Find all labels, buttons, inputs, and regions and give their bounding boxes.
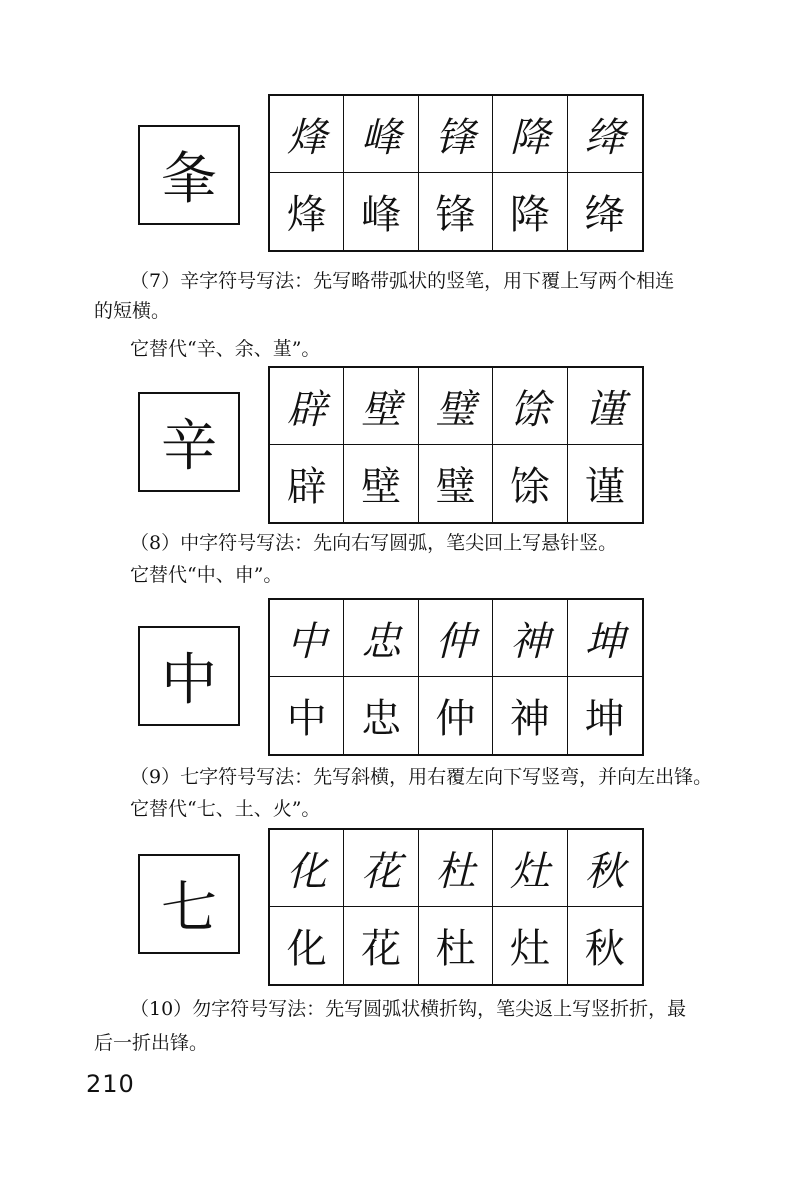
symbol-glyph: 夆 — [161, 147, 217, 212]
grid-cell: 忠 — [344, 677, 418, 754]
grid-cell: 锋 — [419, 96, 493, 173]
grid-cell: 谨 — [568, 368, 642, 445]
paragraph-9-line-1: （9）七字符号写法：先写斜横，用右覆左向下写竖弯，并向左出锋。 — [130, 766, 713, 788]
paragraph-9-line-2: 它替代“七、土、火”。 — [130, 798, 321, 820]
grid-cell: 灶 — [493, 907, 567, 984]
example-grid-4 — [268, 828, 644, 986]
grid-cell: 神 — [493, 677, 567, 754]
paragraph-8-line-1: （8）中字符号写法：先向右写圆弧，笔尖回上写悬针竖。 — [130, 532, 618, 554]
paragraph-7-line-3: 它替代“辛、余、堇”。 — [130, 338, 321, 360]
symbol-box-1 — [138, 125, 240, 225]
grid-cell: 馀 — [493, 368, 567, 445]
grid-cell: 神 — [493, 600, 567, 677]
grid-cell: 峰 — [344, 96, 418, 173]
grid-cell: 化 — [270, 830, 344, 907]
grid-cell: 坤 — [568, 600, 642, 677]
grid-cell: 峰 — [344, 173, 418, 250]
grid-cell: 坤 — [584, 696, 625, 742]
symbol-box-3 — [138, 626, 240, 726]
page-number: 210 — [86, 1070, 135, 1098]
grid-cell: 秋 — [568, 830, 642, 907]
grid-cell: 壁 — [344, 368, 418, 445]
symbol-glyph: 辛 — [161, 414, 217, 479]
grid-cell: 化 — [270, 907, 344, 984]
grid-cell: 璧 — [419, 445, 493, 522]
symbol-box-2 — [138, 392, 240, 492]
grid-cell: 杜 — [419, 830, 493, 907]
grid-cell: 馀 — [493, 445, 567, 522]
grid-cell: 谨 — [584, 464, 625, 510]
example-grid-1 — [268, 94, 644, 252]
grid-cell: 花 — [344, 830, 418, 907]
symbol-box-4 — [138, 854, 240, 954]
grid-cell: 辟 — [270, 445, 344, 522]
grid-cell: 烽 — [270, 96, 344, 173]
example-grid-2 — [268, 366, 644, 524]
grid-cell: 辟 — [270, 368, 344, 445]
grid-cell: 仲 — [419, 600, 493, 677]
grid-cell: 壁 — [344, 445, 418, 522]
grid-cell: 璧 — [419, 368, 493, 445]
grid-cell: 中 — [270, 600, 344, 677]
example-grid-3 — [268, 598, 644, 756]
grid-cell: 绛 — [584, 192, 625, 238]
grid-cell: 秋 — [584, 926, 625, 972]
grid-cell: 降 — [493, 96, 567, 173]
grid-cell: 烽 — [270, 173, 344, 250]
grid-cell: 杜 — [419, 907, 493, 984]
paragraph-7-line-1: （7）辛字符号写法：先写略带弧状的竖笔，用下覆上写两个相连 — [130, 270, 675, 292]
grid-cell: 仲 — [419, 677, 493, 754]
grid-cell: 花 — [344, 907, 418, 984]
paragraph-10-line-1: （10）勿字符号写法：先写圆弧状横折钩，笔尖返上写竖折折，最 — [130, 998, 687, 1020]
symbol-glyph: 中 — [161, 648, 217, 713]
symbol-glyph: 七 — [161, 876, 217, 941]
grid-cell: 中 — [270, 677, 344, 754]
paragraph-7-line-2: 的短横。 — [94, 300, 171, 322]
grid-cell: 锋 — [419, 173, 493, 250]
grid-cell: 降 — [493, 173, 567, 250]
grid-cell: 绛 — [568, 96, 642, 173]
paragraph-8-line-2: 它替代“中、申”。 — [130, 564, 283, 586]
grid-cell: 灶 — [493, 830, 567, 907]
paragraph-10-line-2: 后一折出锋。 — [94, 1032, 209, 1054]
grid-cell: 忠 — [344, 600, 418, 677]
